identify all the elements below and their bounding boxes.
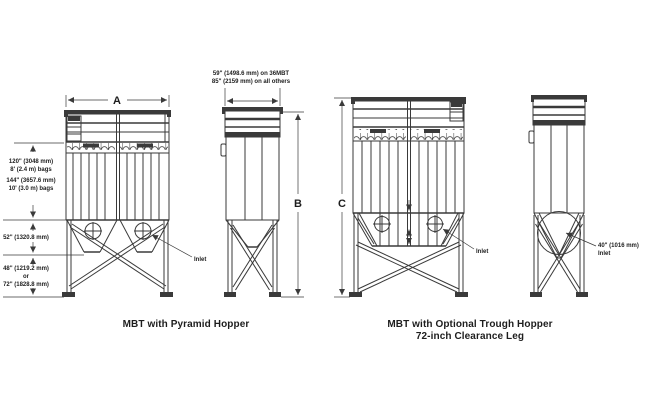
foot-pad <box>160 292 173 297</box>
dim-a <box>66 95 169 107</box>
manifold-right <box>424 129 440 133</box>
foot-pad <box>455 292 468 297</box>
hopper-height-52: 52" (1320.8 mm) <box>3 235 49 241</box>
inlet-label: Inlet <box>476 249 489 255</box>
trough-inlet-word-label: Inlet <box>598 251 611 257</box>
tube-sheet <box>66 142 169 153</box>
manifold-left <box>83 144 99 148</box>
dim-c-label: C <box>338 198 346 210</box>
body-section <box>529 125 584 213</box>
caption-trough-line2: 72-inch Clearance Leg <box>415 331 525 342</box>
bag-length-144: 144" (3657.6 mm) <box>6 178 56 184</box>
inlet-callout-pyramid <box>152 235 206 263</box>
trough-hopper <box>353 200 464 246</box>
support-legs <box>224 220 281 297</box>
support-legs <box>62 220 173 297</box>
foot-pad <box>530 292 542 297</box>
door-latch <box>221 144 226 156</box>
captions <box>123 319 553 342</box>
manifold-left <box>370 129 386 133</box>
trough-hopper-side <box>534 212 584 259</box>
top-rail-section <box>222 107 283 137</box>
caption-trough-line1: MBT with Optional Trough Hopper <box>387 319 553 330</box>
dim-b-label: B <box>294 198 302 210</box>
top-rail-section <box>351 97 466 127</box>
trough-inlet-size-label: 40" (1016 mm) <box>598 243 639 249</box>
bag-length-120: 120" (3048 mm) <box>8 159 54 165</box>
depth-note-line2: 85" (2159 mm) on all others <box>211 79 291 85</box>
caption-pyramid: MBT with Pyramid Hopper <box>122 319 250 330</box>
leg-height-48: 48" (1219.2 mm) <box>3 266 49 272</box>
dim-a-label: A <box>113 95 121 107</box>
foot-pad <box>576 292 588 297</box>
bag-length-10ft: 10' (3.0 m) bags <box>8 186 54 192</box>
foot-pad <box>224 292 236 297</box>
body-section <box>221 137 279 220</box>
leg-height-or: or <box>23 274 29 280</box>
depth-note-line1: 59" (1498.6 mm) on 36MBT <box>212 71 290 77</box>
manifold-right <box>137 144 153 148</box>
trough-front-view <box>334 97 488 297</box>
dim-depth-note <box>212 71 291 106</box>
inlet-label: Inlet <box>194 257 207 263</box>
dim-b <box>281 112 304 297</box>
foot-pad <box>349 292 362 297</box>
leg-height-72: 72" (1828.8 mm) <box>3 282 49 288</box>
pyramid-side-view <box>212 71 304 297</box>
support-legs <box>349 213 468 297</box>
bag-section <box>353 101 464 246</box>
dim-c <box>334 98 352 297</box>
tube-sheet <box>353 127 464 141</box>
pyramid-front-view <box>62 95 206 297</box>
foot-pad <box>269 292 281 297</box>
top-rail-section <box>64 110 171 142</box>
top-rail-section <box>531 95 587 125</box>
trough-side-view <box>529 95 639 297</box>
door-latch <box>529 131 534 143</box>
bag-length-8ft: 8' (2.4 m) bags <box>10 167 52 173</box>
foot-pad <box>62 292 75 297</box>
